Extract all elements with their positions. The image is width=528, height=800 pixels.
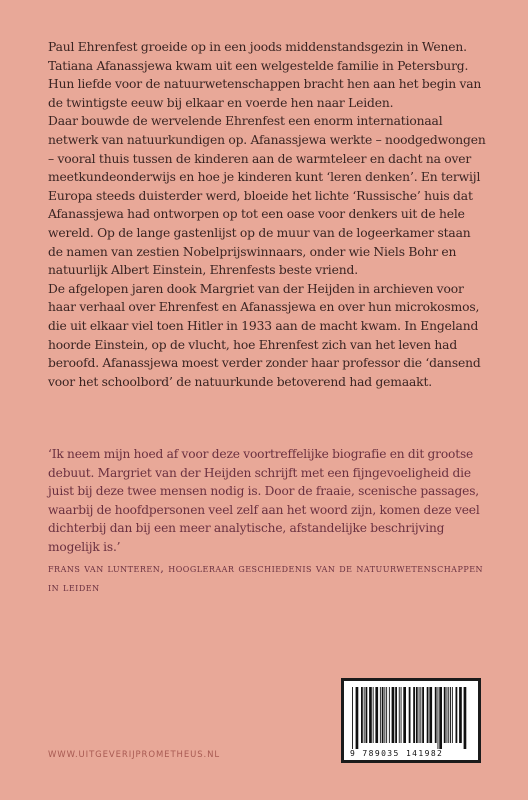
- barcode-bar: [447, 687, 448, 743]
- barcode-bar: [464, 687, 467, 749]
- barcode-bar: [364, 687, 365, 743]
- barcode-bar: [380, 687, 381, 743]
- barcode-bar: [399, 687, 400, 743]
- barcode-bar: [356, 687, 359, 749]
- barcode-bar: [439, 687, 442, 749]
- publisher-website: WWW.UITGEVERIJPROMETHEUS.NL: [48, 750, 221, 760]
- barcode-bar: [459, 687, 462, 743]
- barcode-bar: [429, 687, 432, 743]
- barcode-bar: [395, 687, 397, 743]
- barcode-bar: [419, 687, 420, 743]
- barcode-bar: [413, 687, 415, 743]
- back-cover-blurb: [48, 38, 488, 391]
- barcode-bar: [386, 687, 387, 743]
- barcode-bar: [369, 687, 372, 743]
- barcode-bar: [389, 687, 390, 743]
- barcode-bar: [435, 687, 437, 743]
- barcode-bars: [350, 687, 472, 749]
- barcode-bar: [384, 687, 385, 743]
- blurb-paragraph-3: De afgelopen jaren dook Margriet van der Heijden in archieven voor haar verhaal over Ehrenfest en Afanassjewa en over hun microkosmos, die uit elkaar viel toen Hitler in 1933 aan de macht kwam. In Engeland hoorde Einstein, op de vlucht, hoe Ehrenfest zich van het leven had beroofd. Afanassjewa moest verder zonder haar professor die ‘dansend voor het schoolbord’ de natuurkunde betoverend had gemaakt.: [48, 281, 481, 389]
- barcode-bar: [361, 687, 363, 743]
- barcode-bar: [373, 687, 374, 743]
- barcode-bar: [448, 687, 449, 743]
- barcode-bar: [422, 687, 424, 743]
- isbn-digits: 9 789035 141982: [350, 749, 444, 758]
- barcode-bar: [392, 687, 395, 743]
- barcode-bar: [352, 687, 353, 749]
- barcode-bar: [401, 687, 402, 743]
- blurb-paragraph-1: Paul Ehrenfest groeide op in een joods middenstandsgezin in Wenen. Tatiana Afanassjewa kwam uit een welgestelde familie in Petersburg. Hun liefde voor de natuurwetenschappen bracht hen aan het begin van de twintigste eeuw bij elkaar en voerde hen naar Leiden.: [48, 40, 482, 110]
- barcode-bar: [403, 687, 406, 743]
- barcode-bar: [438, 687, 439, 749]
- barcode-bar: [427, 687, 429, 743]
- barcode-bar: [375, 687, 378, 743]
- barcode-bar: [416, 687, 418, 743]
- barcode-bar: [444, 687, 446, 743]
- barcode-bar: [409, 687, 411, 743]
- barcode-bar: [366, 687, 368, 743]
- barcode-bar: [450, 687, 451, 743]
- barcode-bar: [420, 687, 421, 743]
- review-quote-text: ‘Ik neem mijn hoed af voor deze voortreffelijke biografie en dit grootse debuut. Margriet van der Heijden schrijft met een fijngevoeligheid die juist bij deze twee mensen nodig is. Door de fraaie, scenische passages, waarbij de hoofdpersonen veel zelf aan het woord zijn, komen deze veel dichterbij dan bij een meer analytische, afstandelijke beschrijving mogelijk is.’: [48, 447, 480, 554]
- isbn-barcode: [341, 678, 481, 763]
- review-quote: [48, 445, 498, 597]
- barcode-bar: [456, 687, 458, 743]
- barcode-bar: [452, 687, 453, 743]
- review-attribution: frans van lunteren, hoogleraar geschiedenis van de natuurwetenschappen in leiden: [48, 560, 484, 594]
- barcode-bar: [382, 687, 384, 743]
- blurb-paragraph-2: Daar bouwde de wervelende Ehrenfest een enorm internationaal netwerk van natuurkundigen op. Afanassjewa werkte – noodgedwongen – vooral thuis tussen de kinderen aan de warmteleer en dacht na over meetkundeonderwijs en hoe je kinderen kunt ‘leren denken’. En terwijl Europa steeds duisterder werd, bloeide het lichte ‘Russische’ huis dat Afanassjewa had ontworpen op tot een oase voor denkers uit de hele wereld. Op de lange gastenlijst op de muur van de logeerkamer staan de namen van zestien Nobelprijswinnaars, onder wie Niels Bohr en natuurlijk Albert Einstein, Ehrenfests beste vriend.: [48, 114, 486, 278]
